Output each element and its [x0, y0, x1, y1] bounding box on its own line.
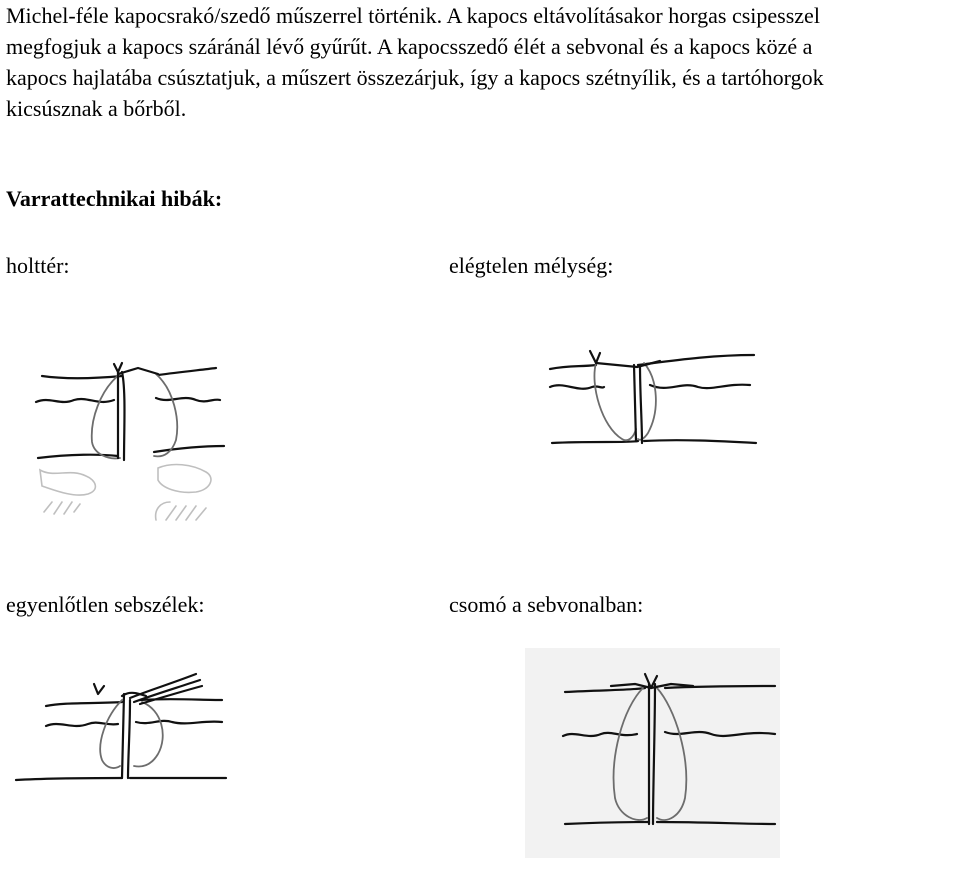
figure-caption-insufficient-depth: elégtelen mélység: [449, 253, 614, 278]
figure-caption-knot-on-line: csomó a sebvonalban: [449, 592, 644, 617]
uneven-edges-suture-sketch [10, 670, 230, 790]
insufficient-depth-suture-sketch [540, 345, 760, 455]
figure-caption-uneven-edges: egyenlőtlen sebszélek: [6, 592, 205, 617]
figure-caption-dead-space: holttér: [6, 253, 70, 278]
paragraph-line: megfogjuk a kapocs száránál lévő gyűrűt. A kapocsszedő élét a sebvonal és a kapocs közé a [6, 34, 813, 59]
section-heading: Varrattechnikai hibák: [6, 186, 223, 211]
paragraph-line: Michel-féle kapocsrakó/szedő műszerrel történik. A kapocs eltávolításakor horgas csipesszel [6, 3, 820, 28]
dead-space-suture-sketch [30, 350, 230, 530]
knot-on-line-suture-sketch [525, 648, 780, 858]
paragraph-line: kicsúsznak a bőrből. [6, 96, 187, 121]
paragraph-line: kapocs hajlatába csúsztatjuk, a műszert összezárjuk, így a kapocs szétnyílik, és a tartóhorgok [6, 65, 824, 90]
intro-paragraph [6, 0, 956, 124]
